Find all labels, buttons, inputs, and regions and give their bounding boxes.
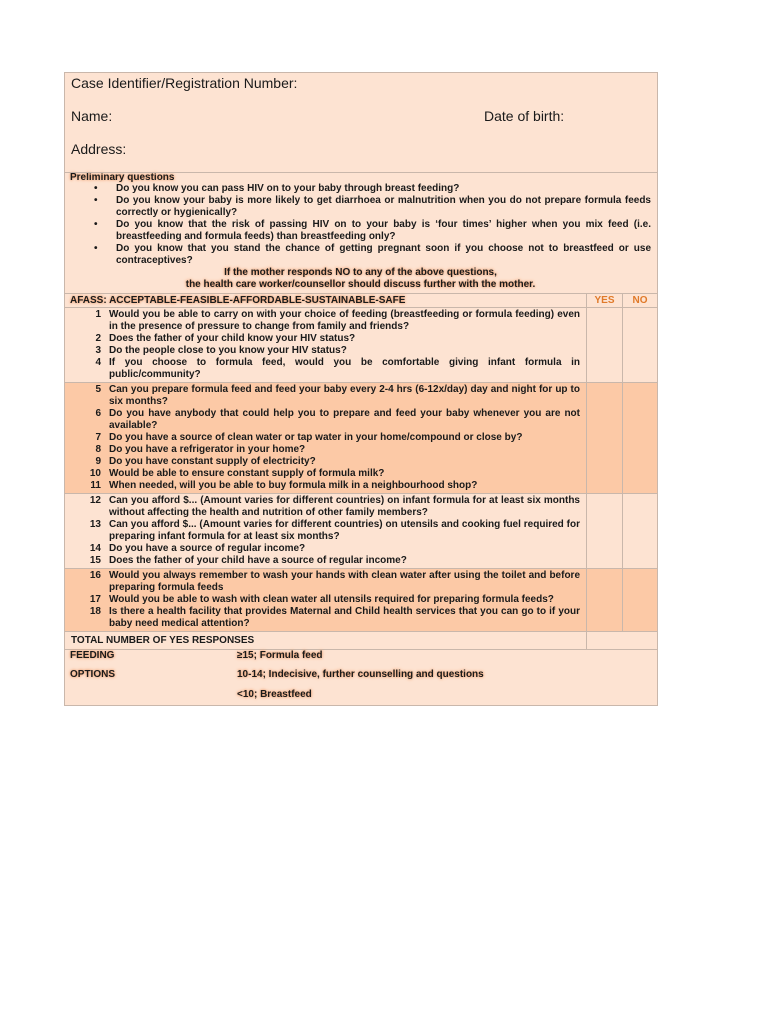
preliminary-question: • Do you know you can pass HIV on to your baby through breast feeding? (70, 183, 651, 195)
question-item: 3 Do the people close to you know your HIV status? (95, 345, 347, 356)
question-item: 16 Would you always remember to wash your hands with clean water after using the toilet and before preparing formula feeds (89, 570, 580, 593)
total-yes-label: TOTAL NUMBER OF YES RESPONSES (65, 632, 587, 649)
feeding-assessment-form (64, 72, 658, 706)
feeding-options-label-line2: OPTIONS (70, 669, 116, 680)
question-item: 2 Does the father of your child know your HIV status? (95, 333, 356, 344)
yes-column-header: YES (587, 294, 623, 307)
question-item: 12 Can you afford $... (Amount varies for different countries) on infant formula for at least six months without affecting the health and nutrition of other family members? (89, 495, 580, 518)
question-item: 4 If you choose to formula feed, would you be comfortable giving infant formula in public/community? (95, 357, 580, 380)
preliminary-title: Preliminary questions (70, 172, 175, 183)
preliminary-question: • Do you know that the risk of passing HIV on to your baby is ‘four times’ higher when you mix feed (i.e. breastfeeding and formula feeds) than breastfeeding only? (70, 219, 651, 243)
question-group-affordable (65, 494, 657, 569)
preliminary-section (65, 173, 657, 294)
yes-answer-cell[interactable] (587, 569, 623, 631)
address-field[interactable]: Address: (71, 141, 127, 157)
counsellor-notice-line2: the health care worker/counsellor should discuss further with the mother. (185, 279, 536, 290)
case-identifier-field[interactable]: Case Identifier/Registration Number: (71, 75, 298, 91)
no-column-header: NO (632, 295, 648, 306)
question-item: 9 Do you have constant supply of electricity? (95, 456, 316, 467)
date-of-birth-field[interactable]: Date of birth: (484, 108, 565, 124)
question-item: 6 Do you have anybody that could help you to prepare and feed your baby whenever you are not available? (95, 408, 580, 431)
yes-answer-cell[interactable] (587, 494, 623, 568)
question-item: 10 Would be able to ensure constant supply of formula milk? (89, 468, 385, 479)
yes-answer-cell[interactable] (587, 383, 623, 493)
question-item: 13 Can you afford $... (Amount varies for different countries) on utensils and cooking fuel required for preparing infant formula for at least six months? (89, 519, 580, 542)
total-yes-row (65, 632, 657, 650)
no-answer-cell[interactable] (623, 383, 657, 493)
form-header (65, 73, 657, 173)
preliminary-question: • Do you know your baby is more likely to get diarrhoea or malnutrition when you do not prepare formula feeds correctly or hygienically? (70, 195, 651, 219)
no-answer-cell[interactable] (623, 494, 657, 568)
question-group-safe (65, 569, 657, 632)
counsellor-notice-line1: If the mother responds NO to any of the above questions, (224, 267, 497, 278)
question-item: 18 Is there a health facility that provides Maternal and Child health services that you can go to if your baby need medical attention? (89, 606, 580, 629)
question-item: 11 When needed, will you be able to buy formula milk in a neighbourhood shop? (90, 480, 478, 491)
yes-answer-cell[interactable] (587, 308, 623, 382)
afass-header: AFASS: ACCEPTABLE-FEASIBLE-AFFORDABLE-SUSTAINABLE-SAFE (65, 294, 587, 307)
name-field[interactable]: Name: (71, 108, 113, 124)
preliminary-question-list (70, 183, 651, 267)
afass-header-row (65, 294, 657, 308)
feeding-options-label-line1: FEEDING (70, 650, 115, 661)
feeding-option-breastfeed: <10; Breastfeed (237, 689, 312, 700)
question-item: 1 Would you be able to carry on with your choice of feeding (breastfeeding or formula feeding) even in the presence of pressure to change from family and friends? (95, 309, 580, 332)
question-group-acceptable (65, 308, 657, 383)
feeding-options-section (65, 650, 657, 705)
feeding-option-indecisive: 10-14; Indecisive, further counselling and questions (237, 669, 484, 680)
question-item: 17 Would you be able to wash with clean water all utensils required for preparing formula feeds? (89, 594, 554, 605)
question-item: 15 Does the father of your child have a source of regular income? (89, 555, 407, 566)
question-item: 8 Do you have a refrigerator in your home? (95, 444, 306, 455)
question-item: 7 Do you have a source of clean water or tap water in your home/compound or close by? (95, 432, 523, 443)
no-answer-cell[interactable] (623, 308, 657, 382)
feeding-option-formula: ≥15; Formula feed (237, 650, 323, 661)
preliminary-question: • Do you know that you stand the chance of getting pregnant soon if you choose not to breastfeed or use contraceptives? (70, 243, 651, 267)
no-answer-cell[interactable] (623, 569, 657, 631)
question-item: 14 Do you have a source of regular income? (89, 543, 306, 554)
question-group-feasible (65, 383, 657, 494)
question-item: 5 Can you prepare formula feed and feed your baby every 2-4 hrs (6-12x/day) day and night for up to six months? (95, 384, 580, 407)
total-yes-cell[interactable] (587, 632, 657, 649)
